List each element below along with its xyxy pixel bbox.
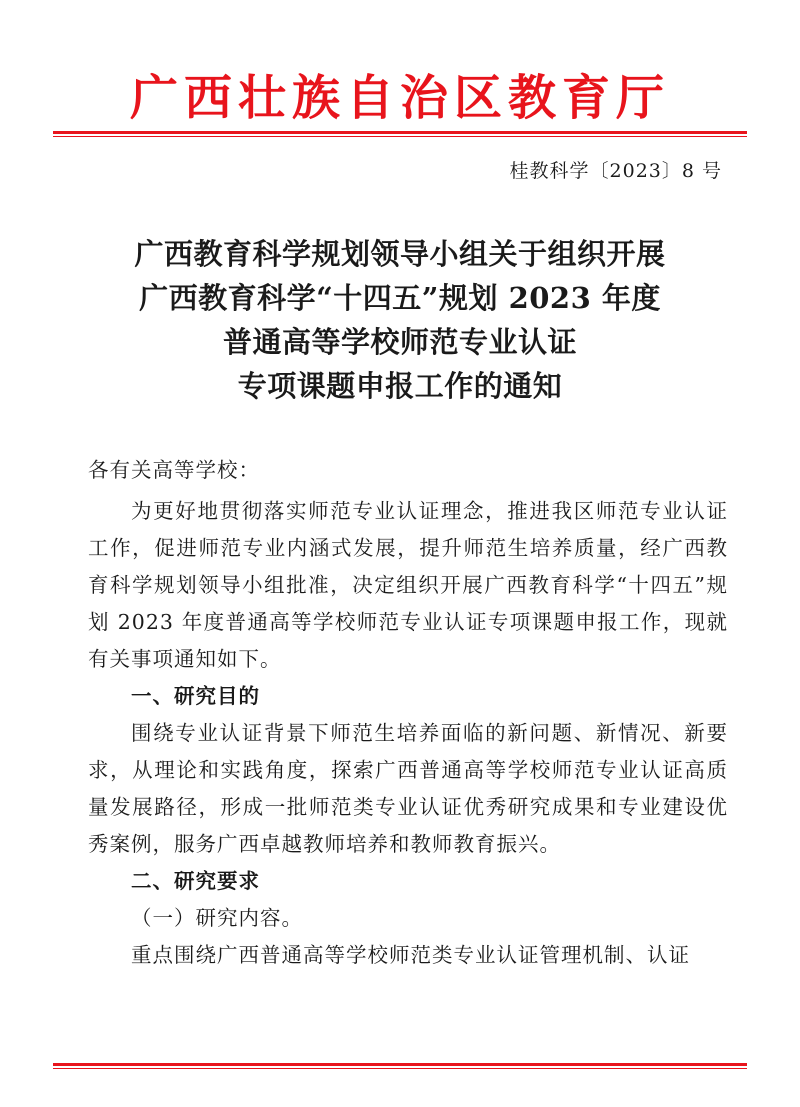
section-2-paragraph: 重点围绕广西普通高等学校师范类专业认证管理机制、认证 (131, 943, 691, 967)
notice-body (88, 452, 728, 974)
footer-red-rule-thick (53, 1063, 747, 1066)
section-2-subheading: （一）研究内容。 (131, 906, 304, 930)
section-2-heading: 二、研究要求 (131, 869, 261, 893)
document-number: 桂教科学〔2023〕8 号 (509, 160, 722, 182)
section-1-heading: 一、研究目的 (131, 684, 261, 708)
salutation: 各有关高等学校： (88, 458, 260, 482)
header-red-rule-thin (53, 136, 747, 137)
footer-red-rule-thin (53, 1068, 747, 1069)
notice-title (60, 232, 740, 408)
title-line-4: 专项课题申报工作的通知 (237, 369, 563, 403)
issuing-organization-title: 广西壮族自治区教育厅 (129, 70, 670, 126)
section-1-paragraph: 围绕专业认证背景下师范生培养面临的新问题、新情况、新要求，从理论和实践角度，探索广西普通高等学校师范专业认证高质量发展路径，形成一批师范类专业认证优秀研究成果和专业建设优秀案例，服务广西卓越教师培养和教师教育振兴。 (88, 721, 728, 856)
title-line-2: 广西教育科学“十四五”规划 2023 年度 (139, 281, 661, 315)
title-line-3: 普通高等学校师范专业认证 (222, 325, 577, 359)
title-line-1: 广西教育科学规划领导小组关于组织开展 (134, 237, 666, 271)
header-red-rule-thick (53, 131, 747, 134)
intro-paragraph: 为更好地贯彻落实师范专业认证理念，推进我区师范专业认证工作，促进师范专业内涵式发展，提升师范生培养质量，经广西教育科学规划领导小组批准，决定组织开展广西教育科学“十四五”规划 2023 年度普通高等学校师范专业认证专项课题申报工作，现就有关事项通知如下。 (88, 499, 728, 671)
